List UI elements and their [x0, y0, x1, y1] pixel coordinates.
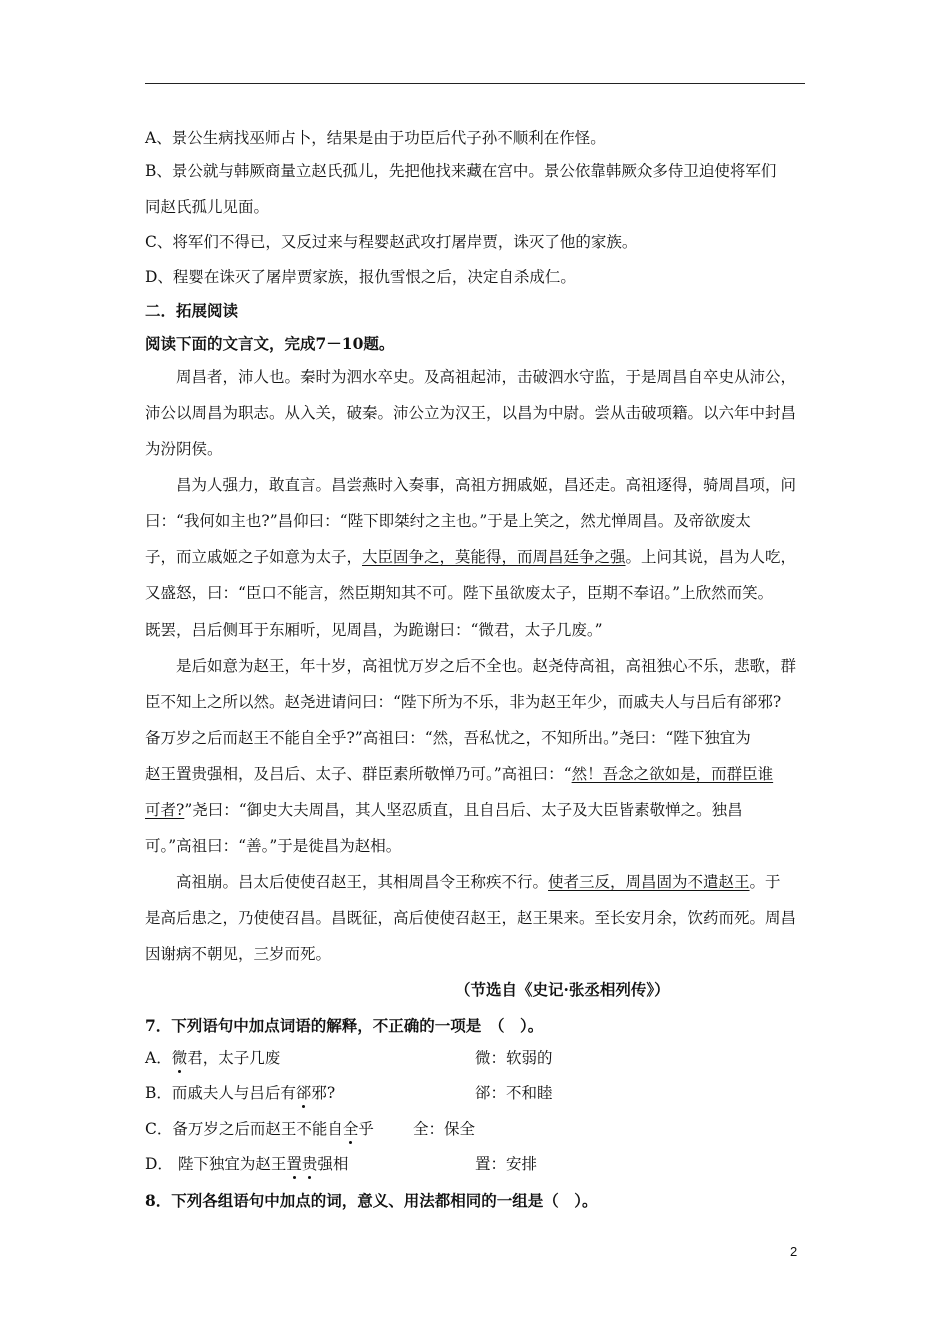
- p4-line1-post: 。于: [749, 873, 781, 891]
- passage-p3-line3: 备万岁之后而赵王不能自全乎?”高祖曰：“然，吾私忧之，不知所出。”尧曰：“陛下独宜为: [145, 729, 751, 747]
- underlined-sentence-2b: 可者?: [145, 801, 185, 819]
- question-7-option-c: [145, 1118, 810, 1140]
- p2-line3-pre: 子，而立戚姬之子如意为太子，: [145, 548, 363, 566]
- passage-p2-line3: [145, 546, 810, 568]
- passage-p3-line1: 是后如意为赵王，年十岁，高祖忧万岁之后不全也。赵尧侍高祖，高祖独心不乐，悲歌，群: [176, 657, 797, 675]
- underlined-sentence-2a: 然！吾念之欲如是，而群臣谁: [571, 765, 774, 783]
- passage-p3-line5: [145, 799, 810, 821]
- question-7-option-d: [145, 1153, 810, 1175]
- option-text: 邪?: [311, 1084, 336, 1102]
- dotted-word: 全: [342, 1120, 359, 1138]
- section-heading: 二．拓展阅读: [145, 301, 239, 320]
- question-8-stem: 8．下列各组语句中加点的词，意义、用法都相同的一组是（ ）。: [145, 1191, 598, 1210]
- passage-p2-line2: 曰：“我何如主也?”昌仰曰：“陛下即桀纣之主也。”于是上笑之，然尤惮周昌。及帝欲废太: [145, 512, 751, 530]
- instruction: 阅读下面的文言文，完成7－10题。: [145, 334, 395, 353]
- source-citation: （节选自《史记·张丞相列传》）: [455, 980, 670, 999]
- question-7-option-b: [145, 1082, 810, 1104]
- question-7-stem: 7．下列语句中加点词语的解释，不正确的一项是 （ ）。: [145, 1016, 544, 1035]
- option-b-explanation: 郤：不和睦: [475, 1084, 553, 1102]
- passage-p1-line1: 周昌者，沛人也。秦时为泗水卒史。及高祖起沛，击破泗水守监，于是周昌自卒史从沛公，: [176, 368, 797, 386]
- option-a: A、景公生病找巫师占卜，结果是由于功臣后代子孙不顺利在作怪。: [145, 129, 606, 147]
- option-text: 乎: [358, 1120, 374, 1138]
- p3-line5-post: ”尧曰：“御史大夫周昌，其人坚忍质直，且自吕后、太子及大臣皆素敬惮之。独昌: [184, 801, 743, 819]
- passage-p2-line1: 昌为人强力，敢直言。昌尝燕时入奏事，高祖方拥戚姬，昌还走。高祖逐得，骑周昌项，问: [176, 476, 797, 494]
- passage-p3-line6: 可。”高祖曰：“善。”于是徙昌为赵相。: [145, 837, 402, 855]
- dotted-word: 贵: [301, 1155, 318, 1173]
- passage-p3-line4: [145, 763, 810, 785]
- option-b-line1: B、景公就与韩厥商量立赵氏孤儿，先把他找来藏在宫中。景公依靠韩厥众多侍卫迫使将军们: [145, 162, 777, 180]
- passage-p1-line3: 为汾阴侯。: [145, 440, 223, 458]
- underlined-sentence-1: 大臣固争之，莫能得，而周昌廷争之强: [362, 548, 626, 566]
- passage-p3-line2: 臣不知上之所以然。赵尧进请问曰：“陛下所为不乐，非为赵王年少，而戚夫人与吕后有郤邪?: [145, 693, 782, 711]
- option-label: C．备万岁之后而赵王不能自: [145, 1120, 343, 1138]
- question-7-option-a: [145, 1047, 810, 1069]
- option-c: C、将军们不得已，又反过来与程婴赵武攻打屠岸贾，诛灭了他的家族。: [145, 233, 638, 251]
- page-number: 2: [790, 1244, 798, 1259]
- p2-line3-post: 。上问其说，昌为人吃，: [625, 548, 797, 566]
- option-text: 君，太子几废: [187, 1049, 281, 1067]
- option-label: D． 陛下独宜为赵王: [145, 1155, 287, 1173]
- passage-p4-line2: 是高后患之，乃使使召昌。昌既征，高后使使召赵王，赵王果来。至长安月余，饮药而死。周昌: [145, 909, 797, 927]
- option-c-explanation: 全：保全: [413, 1120, 476, 1138]
- option-label: A．: [145, 1049, 172, 1067]
- option-b-line2: 同赵氏孤儿见面。: [145, 198, 270, 216]
- underlined-sentence-3: 使者三反，周昌固为不遣赵王: [548, 873, 750, 891]
- option-d: D、程婴在诛灭了屠岸贾家族，报仇雪恨之后，决定自杀成仁。: [145, 268, 576, 286]
- passage-p2-line5: 既罢，吕后侧耳于东厢听，见周昌，为跪谢曰：“微君，太子几废。”: [145, 621, 603, 639]
- header-rule: [145, 83, 805, 84]
- passage-p4-line1: [176, 871, 810, 893]
- option-text: 强相: [317, 1155, 349, 1173]
- option-a-explanation: 微：软弱的: [475, 1049, 553, 1067]
- p3-line4-pre: 赵王置贵强相，及吕后、太子、群臣素所敬惮乃可。”高祖曰：“: [145, 765, 572, 783]
- passage-p1-line2: 沛公以周昌为职志。从入关，破秦。沛公立为汉王，以昌为中尉。尝从击破项籍。以六年中封昌: [145, 404, 797, 422]
- option-label: B．而戚夫人与吕后有: [145, 1084, 296, 1102]
- dotted-word: 微: [171, 1049, 188, 1067]
- passage-p4-line3: 因谢病不朝见，三岁而死。: [145, 945, 332, 963]
- dotted-word: 置: [286, 1155, 302, 1173]
- option-d-explanation: 置：安排: [475, 1155, 538, 1173]
- passage-p2-line4: 又盛怒，曰：“臣口不能言，然臣期知其不可。陛下虽欲废太子，臣期不奉诏。”上欣然而笑。: [145, 584, 774, 602]
- p4-line1-pre: 高祖崩。吕太后使使召赵王，其相周昌令王称疾不行。: [176, 873, 549, 891]
- dotted-word: 郤: [295, 1084, 312, 1102]
